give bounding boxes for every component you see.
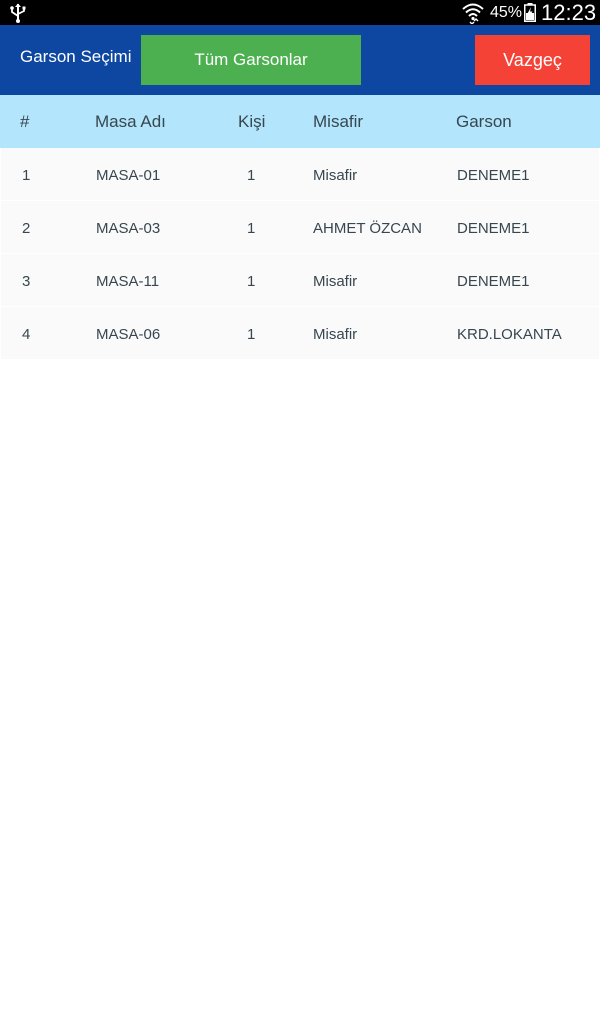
row-guest: Misafir bbox=[313, 273, 358, 290]
row-table-name: MASA-03 bbox=[96, 220, 161, 237]
row-number: 1 bbox=[22, 167, 31, 184]
column-header-waiter: Garson bbox=[456, 112, 512, 131]
table-row[interactable] bbox=[1, 148, 599, 200]
row-persons: 1 bbox=[247, 273, 256, 290]
column-header-guest: Misafir bbox=[313, 112, 364, 131]
column-header-number: # bbox=[20, 112, 30, 131]
row-waiter: DENEME1 bbox=[457, 273, 530, 290]
row-guest: AHMET ÖZCAN bbox=[313, 220, 422, 237]
row-number: 4 bbox=[22, 326, 31, 343]
row-table-name: MASA-01 bbox=[96, 167, 161, 184]
status-bar bbox=[0, 0, 600, 25]
column-header-table-name: Masa Adı bbox=[95, 112, 166, 131]
wifi-icon bbox=[462, 2, 484, 24]
clock: 12:23 bbox=[541, 0, 597, 25]
battery-icon bbox=[524, 3, 536, 22]
cancel-button[interactable]: Vazgeç bbox=[475, 35, 590, 85]
table-row[interactable] bbox=[1, 307, 599, 359]
row-waiter: KRD.LOKANTA bbox=[457, 326, 562, 343]
row-number: 2 bbox=[22, 220, 31, 237]
row-guest: Misafir bbox=[313, 167, 358, 184]
row-persons: 1 bbox=[247, 220, 256, 237]
row-persons: 1 bbox=[247, 326, 256, 343]
row-table-name: MASA-11 bbox=[96, 273, 160, 290]
row-table-name: MASA-06 bbox=[96, 326, 161, 343]
row-guest: Misafir bbox=[313, 326, 358, 343]
table-header bbox=[0, 95, 600, 148]
all-waiters-button[interactable]: Tüm Garsonlar bbox=[141, 35, 361, 85]
table-body bbox=[0, 148, 600, 360]
header-bar bbox=[0, 25, 600, 95]
battery-percent: 45% bbox=[490, 4, 523, 21]
row-persons: 1 bbox=[247, 167, 256, 184]
table-row[interactable] bbox=[1, 201, 599, 253]
row-waiter: DENEME1 bbox=[457, 220, 530, 237]
usb-icon bbox=[9, 3, 27, 23]
column-header-persons: Kişi bbox=[238, 112, 266, 131]
row-waiter: DENEME1 bbox=[457, 167, 530, 184]
table-row[interactable] bbox=[1, 254, 599, 306]
page-title: Garson Seçimi bbox=[20, 47, 132, 66]
row-number: 3 bbox=[22, 273, 31, 290]
